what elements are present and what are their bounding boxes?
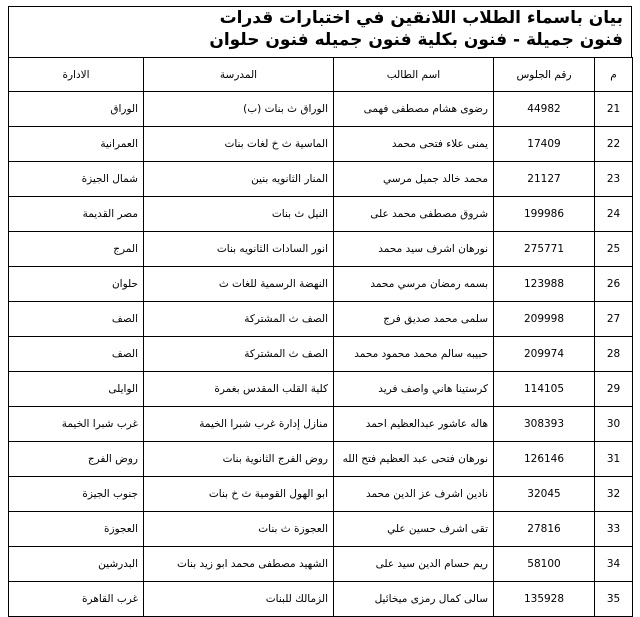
row-num: 21 [595, 92, 633, 127]
row-num: 23 [595, 162, 633, 197]
row-administration: جنوب الجيزة [9, 477, 144, 512]
row-student-name: يمنى علاء فتحى محمد [334, 127, 494, 162]
row-num: 29 [595, 372, 633, 407]
row-school: انور السادات الثانويه بنات [144, 232, 334, 267]
row-administration: شمال الجيزة [9, 162, 144, 197]
row-student-name: بسمه رمضان مرسي محمد [334, 267, 494, 302]
row-administration: غرب شبرا الخيمة [9, 407, 144, 442]
table-row [9, 267, 633, 302]
row-administration: غرب القاهرة [9, 582, 144, 617]
table-row [9, 407, 633, 442]
row-school: كلية القلب المقدس بغمرة [144, 372, 334, 407]
table-row [9, 512, 633, 547]
table-row [9, 197, 633, 232]
row-num: 34 [595, 547, 633, 582]
row-seat-number: 308393 [494, 407, 595, 442]
row-student-name: تقى اشرف حسين علي [334, 512, 494, 547]
title-line-2: فنون جميلة - فنون بكلية فنون جميله فنون حلوان [209, 30, 623, 50]
row-school: النهضة الرسمية للغات ث [144, 267, 334, 302]
row-student-name: رضوى هشام مصطفى فهمى [334, 92, 494, 127]
row-num: 24 [595, 197, 633, 232]
students-table [8, 57, 633, 617]
row-student-name: سلمى محمد صديق فرج [334, 302, 494, 337]
row-school: الصف ث المشتركة [144, 302, 334, 337]
row-seat-number: 27816 [494, 512, 595, 547]
table-row [9, 92, 633, 127]
row-seat-number: 135928 [494, 582, 595, 617]
row-num: 27 [595, 302, 633, 337]
row-school: الماسية ث خ لغات بنات [144, 127, 334, 162]
title-line-1: بيان باسماء الطلاب اللانقين في اختبارات قدرات [219, 8, 623, 28]
row-num: 30 [595, 407, 633, 442]
row-student-name: سالى كمال رمزى ميخائيل [334, 582, 494, 617]
row-school: روض الفرج الثانوية بنات [144, 442, 334, 477]
row-school: العجوزة ث بنات [144, 512, 334, 547]
row-seat-number: 44982 [494, 92, 595, 127]
row-num: 22 [595, 127, 633, 162]
row-seat-number: 21127 [494, 162, 595, 197]
row-num: 31 [595, 442, 633, 477]
row-administration: العجوزة [9, 512, 144, 547]
row-student-name: محمد خالد جميل مرسي [334, 162, 494, 197]
row-seat-number: 275771 [494, 232, 595, 267]
row-school: الصف ث المشتركة [144, 337, 334, 372]
row-administration: الصف [9, 337, 144, 372]
table-row [9, 477, 633, 512]
table-row [9, 232, 633, 267]
row-num: 35 [595, 582, 633, 617]
table-row [9, 547, 633, 582]
row-seat-number: 17409 [494, 127, 595, 162]
row-student-name: حبيبه سالم محمد محمود محمد [334, 337, 494, 372]
row-student-name: نورهان اشرف سيد محمد [334, 232, 494, 267]
row-seat-number: 32045 [494, 477, 595, 512]
row-seat-number: 199986 [494, 197, 595, 232]
row-school: المنار الثانويه بنين [144, 162, 334, 197]
row-administration: العمرانية [9, 127, 144, 162]
row-administration: البدرشين [9, 547, 144, 582]
row-num: 33 [595, 512, 633, 547]
row-school: الزمالك للبنات [144, 582, 334, 617]
header-num: م [595, 58, 633, 92]
row-administration: الوراق [9, 92, 144, 127]
table-row [9, 302, 633, 337]
row-school: منازل إدارة غرب شبرا الخيمة [144, 407, 334, 442]
row-administration: الصف [9, 302, 144, 337]
row-school: ابو الهول القومية ث خ بنات [144, 477, 334, 512]
row-administration: حلوان [9, 267, 144, 302]
row-seat-number: 123988 [494, 267, 595, 302]
table-header-row [9, 58, 633, 92]
row-administration: مصر القديمة [9, 197, 144, 232]
row-num: 28 [595, 337, 633, 372]
row-seat-number: 126146 [494, 442, 595, 477]
table-row [9, 372, 633, 407]
table-row [9, 337, 633, 372]
title-box [8, 6, 632, 58]
row-administration: الوايلى [9, 372, 144, 407]
row-num: 32 [595, 477, 633, 512]
row-administration: المرج [9, 232, 144, 267]
row-administration: روض الفرج [9, 442, 144, 477]
row-seat-number: 114105 [494, 372, 595, 407]
row-school: الشهيد مصطفى محمد ابو زيد بنات [144, 547, 334, 582]
header-seat-number: رقم الجلوس [494, 58, 595, 92]
row-seat-number: 209974 [494, 337, 595, 372]
row-student-name: ريم حسام الدين سيد على [334, 547, 494, 582]
row-seat-number: 209998 [494, 302, 595, 337]
header-administration: الادارة [9, 58, 144, 92]
table-row [9, 582, 633, 617]
row-school: النيل ث بنات [144, 197, 334, 232]
row-school: الوراق ث بنات (ب) [144, 92, 334, 127]
table-row [9, 127, 633, 162]
table-row [9, 162, 633, 197]
row-num: 26 [595, 267, 633, 302]
row-student-name: كرستينا هاني واصف فريد [334, 372, 494, 407]
row-student-name: نادين اشرف عز الدين محمد [334, 477, 494, 512]
row-student-name: نورهان فتحى عبد العظيم فتح الله [334, 442, 494, 477]
header-school: المدرسة [144, 58, 334, 92]
row-seat-number: 58100 [494, 547, 595, 582]
header-student-name: اسم الطالب [334, 58, 494, 92]
table-row [9, 442, 633, 477]
row-student-name: هاله عاشور عبدالعظيم احمد [334, 407, 494, 442]
row-student-name: شروق مصطفى محمد على [334, 197, 494, 232]
row-num: 25 [595, 232, 633, 267]
